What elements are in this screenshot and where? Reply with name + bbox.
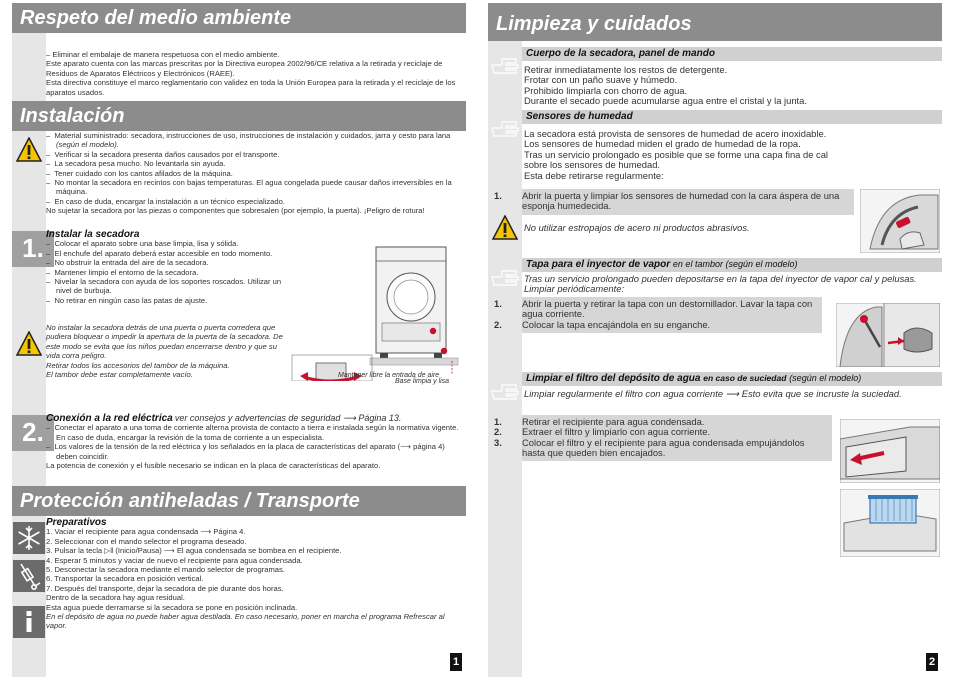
filter-heading-small: en caso de suciedad <box>703 373 787 383</box>
hand-pointing-icon <box>490 265 520 291</box>
page-number: 1 <box>450 653 462 671</box>
panel-heading: Cuerpo de la secadora, panel de mando <box>522 47 942 61</box>
cleaning-title: Limpieza y cuidados <box>488 3 942 41</box>
label-keep-air-free: Mantener libre la entrada de aire <box>338 372 440 379</box>
antifreeze-step: 3. Pulsar la tecla ▷‖ (Inicio/Pausa) ⟶ El agua condensada se bombea en el recipiente. <box>46 546 342 556</box>
filter-heading: Limpiar el filtro del depósito de agua <box>526 373 701 384</box>
install-bullet: Verificar si la secadora presenta daños causados por el transporte. <box>54 149 280 159</box>
page-number: 2 <box>926 653 938 671</box>
step1-bullet: No obstruir la entrada del aire de la secadora. <box>54 258 209 268</box>
antifreeze-italic-note: En el depósito de agua no puede haber agua destilada. En caso necesario, poner en marcha el programa Refrescar al vapor. <box>46 612 445 631</box>
dryer-install-illustration <box>290 243 462 381</box>
antifreeze-step: 1. Vaciar el recipiente para agua condensada ⟶ Página 4. <box>46 527 246 537</box>
snowflake-icon <box>13 522 45 554</box>
installation-text: – Material suministrado: secadora, instrucciones de uso, instrucciones de instalación y cuidados, jarra y cesto para lana (según el modelo). – Verificar si la secadora presenta daños causados por el transporte. – La secadora pesa mucho. No levantarla sin ayuda. – Tener cuidado con los cantos afilados de la máquina. – No montar la secadora en recintos con bajas temperaturas. El agua congelada puede causar daños irreversibles en la máquina. – En caso de duda, encargar la instalación a un técnico especializado. No sujetar la secadora por las piezas o componentes que sobresalen (por ejemplo, la puerta). ¡Peligro de rotura! <box>46 131 464 216</box>
step-number-2: 2. <box>12 415 54 451</box>
steam-steps: 1. Abrir la puerta y retirar la tapa con un destornillador. Lavar la tapa con agua corriente. 2. Colocar la tapa encajándola en su enganche. <box>494 298 813 330</box>
steam-step: Abrir la puerta y retirar la tapa con un destornillador. Lavar la tapa con agua corriente. <box>522 298 813 320</box>
environment-line: Esta directiva constituye el marco reglamentario con validez en toda la Unión Europea para la retirada y el reciclaje de los aparatos usados. <box>46 78 456 97</box>
material-text: Material suministrado: secadora, instrucciones de uso, instrucciones de instalación y cuidados, jarra y cesto para lana <box>54 131 451 140</box>
step2-bullet: Los valores de la tensión de la red eléctrica y los señalados en la placa de características del aparato (⟶ página 4) deben coincidir. <box>54 442 445 461</box>
steam-cap-illustration <box>836 303 940 367</box>
steam-heading-note: en el tambor (según el modelo) <box>672 259 798 269</box>
steam-heading: Tapa para el inyector de vapor <box>526 259 671 270</box>
sensors-warning: No utilizar estropajos de acero ni productos abrasivos. <box>524 222 750 233</box>
filter-illustration <box>840 489 940 557</box>
steam-step: Colocar la tapa encajándola en su enganche. <box>522 318 711 330</box>
step1-bullet: No retirar en ningún caso las patas de ajuste. <box>54 295 208 305</box>
panel-line: Retirar inmediatamente los restos de detergente. <box>524 64 728 75</box>
no-hold-text: No sujetar la secadora por las piezas o componentes que sobresalen (por ejemplo, la puerta). ¡Peligro de rotura! <box>46 206 425 216</box>
warning-icon <box>16 137 42 163</box>
step1-bullet: El enchufe del aparato deberá estar accesible en todo momento. <box>54 248 273 258</box>
sensors-step-text: Abrir la puerta y limpiar los sensores de humedad con la cara áspera de una esponja humedecida. <box>522 190 840 212</box>
potencia-text: La potencia de conexión y el fusible necesario se indican en la placa de características del aparato. <box>46 461 381 471</box>
label-clean-base: Base limpia y lisa <box>395 378 450 385</box>
environment-title: Respeto del medio ambiente <box>12 3 466 33</box>
warning-icon <box>492 215 518 241</box>
filter-italic: Limpiar regularmente el filtro con agua corriente ⟶ Esto evita que se incruste la suciedad. <box>524 388 902 399</box>
antifreeze-step: 7. Después del transporte, dejar la secadora de pie durante dos horas. <box>46 583 284 593</box>
step-number-1: 1. <box>12 231 54 267</box>
info-icon <box>13 606 45 638</box>
installation-title: Instalación <box>12 101 466 131</box>
antifreeze-after: Dentro de la secadora hay agua residual. <box>46 593 185 603</box>
step1-warning-line: Retirar todos los accesorios del tambor de la máquina. <box>46 360 230 370</box>
panel-line: Durante el secado puede acumularse agua entre el cristal y la junta. <box>524 95 807 107</box>
step2-bullet: Conectar el aparato a una toma de corriente alterna provista de contacto a tierra e instalada según la normativa vigente. En caso de duda, encargar la revisión de la toma de corriente a un especialista. <box>54 423 459 442</box>
install-bullet: La secadora pesa mucho. No levantarla sin ayuda. <box>54 159 226 169</box>
environment-line: Este aparato cuenta con las marcas prescritas por la Directiva europea 2002/96/CE relativa a la retirada y reciclaje de Residuos de Aparatos Eléctricos y Electrónicos (RAEE). <box>46 59 443 78</box>
water-container-illustration <box>840 419 940 483</box>
step1-text: Instalar la secadora – Colocar el aparato sobre una base limpia, lisa y sólida. – El enchufe del aparato deberá estar accesible en todo momento. – No obstruir la entrada del aire de la secadora. – Mantener limpio el entorno de la secadora. – Nivelar la secadora con ayuda de los soportes roscados. Utilizar un nivel de burbuja. – No retirar en ningún caso las patas de ajuste. <box>46 230 346 305</box>
warning-icon <box>16 331 42 357</box>
antifreeze-step: 4. Esperar 5 minutos y vaciar de nuevo el recipiente para agua condensada. <box>46 555 303 565</box>
steam-italic: Tras un servicio prolongado pueden depositarse en la tapa del inyector de vapor cal y pelusas. Limpiar periódicamente: <box>524 273 917 295</box>
antifreeze-title: Protección antiheladas / Transporte <box>12 486 466 516</box>
antifreeze-text <box>46 518 464 631</box>
step1-heading: Instalar la secadora <box>46 229 140 240</box>
antifreeze-step: 2. Seleccionar con el mando selector el programa deseado. <box>46 536 247 546</box>
panel-line: Frotar con un paño suave y húmedo. <box>524 74 678 86</box>
sensors-line: La secadora está provista de sensores de humedad de acero inoxidable. <box>524 128 827 139</box>
sensor-cleaning-illustration <box>860 189 940 253</box>
panel-text <box>524 65 934 107</box>
left-page <box>12 3 466 677</box>
step1-bullet: Colocar el aparato sobre una base limpia, lisa y sólida. <box>54 239 239 249</box>
right-page <box>488 3 942 677</box>
antifreeze-step: 5. Desconectar la secadora mediante el mando selector de programas. <box>46 565 285 575</box>
sensors-heading: Sensores de humedad <box>522 110 942 124</box>
install-bullet: No montar la secadora en recintos con bajas temperaturas. El agua congelada puede causar daños irreversibles en la máquina. <box>54 178 452 197</box>
install-bullet: Tener cuidado con los cantos afilados de la máquina. <box>54 168 233 178</box>
environment-line: – Eliminar el embalaje de manera respetuosa con el medio ambiente. <box>46 50 280 59</box>
step1-bullet: Nivelar la secadora con ayuda de los soportes roscados. Utilizar un nivel de burbuja. <box>54 277 282 296</box>
step2-heading: Conexión a la red eléctrica <box>46 413 173 424</box>
sensors-step: 1. Abrir la puerta y limpiar los sensores de humedad con la cara áspera de una esponja humedecida. <box>494 190 840 212</box>
steam-heading-bar <box>522 258 942 272</box>
filter-heading-note: (según el modelo) <box>789 373 862 383</box>
sensors-line: Tras un servicio prolongado es posible que se forme una capa fina de cal sobre los sensores de humedad. <box>524 148 829 171</box>
antifreeze-step: 6. Transportar la secadora en posición vertical. <box>46 574 204 584</box>
filter-step: Colocar el filtro y el recipiente para agua condensada empujándolos hasta que queden bien encajados. <box>522 436 805 459</box>
install-bullet: En caso de duda, encargar la instalación a un técnico especializado. <box>54 196 285 206</box>
antifreeze-after: Esta agua puede derramarse si la secadora se pone en posición inclinada. <box>46 602 298 612</box>
filter-steps: 1. Retirar el recipiente para agua condensada. 2. Extraer el filtro y limpiarlo con agua corriente. 3. Colocar el filtro y el recipiente para agua condensada empujándolos hasta que queden bien encajados. <box>494 416 805 459</box>
filter-step: Retirar el recipiente para agua condensada. <box>522 416 705 427</box>
step2-heading-note: ver consejos y advertencias de seguridad ⟶ Página 13. <box>174 413 402 423</box>
step1-warning-line: El tambor debe estar completamente vacío. <box>46 370 193 380</box>
sensors-line: Los sensores de humedad miden el grado de humedad de la ropa. <box>524 138 801 150</box>
hand-pointing-icon <box>490 53 520 79</box>
sensors-line: Esta debe retirarse regularmente: <box>524 169 664 181</box>
filter-step: Extraer el filtro y limpiarlo con agua corriente. <box>522 426 711 438</box>
step1-bullet: Mantener limpio el entorno de la secadora. <box>54 267 199 277</box>
hand-truck-icon <box>13 560 45 592</box>
filter-heading-bar <box>522 372 942 386</box>
material-note: (según el modelo). <box>56 140 119 150</box>
step1-warning-line: No instalar la secadora detrás de una puerta o puerta corredera que pudiera bloquear o impedir la apertura de la puerta de la secadora. De este modo se evita que los niños puedan encerrarse dentro y que su vida corra peligro. <box>46 323 283 361</box>
environment-text <box>46 50 464 97</box>
step1-warning-text <box>46 323 286 379</box>
sensors-text <box>524 129 854 181</box>
step2-text: Conexión a la red eléctrica ver consejos y advertencias de seguridad ⟶ Página 13. – Conectar el aparato a una toma de corriente alterna provista de contacto a tierra e instalada según la normativa vigente. En caso de duda, encargar la revisión de la toma de corriente a un especialista. – Los valores de la tensión de la red eléctrica y los señalados en la placa de características del aparato (⟶ página 4) deben coincidir. La potencia de conexión y el fusible necesario se indican en la placa de características del aparato. <box>46 414 464 470</box>
preparativos-heading: Preparativos <box>46 517 107 528</box>
hand-pointing-icon <box>490 116 520 142</box>
panel-line: Prohibido limpiarla con chorro de agua. <box>524 84 688 96</box>
hand-pointing-icon <box>490 379 520 405</box>
